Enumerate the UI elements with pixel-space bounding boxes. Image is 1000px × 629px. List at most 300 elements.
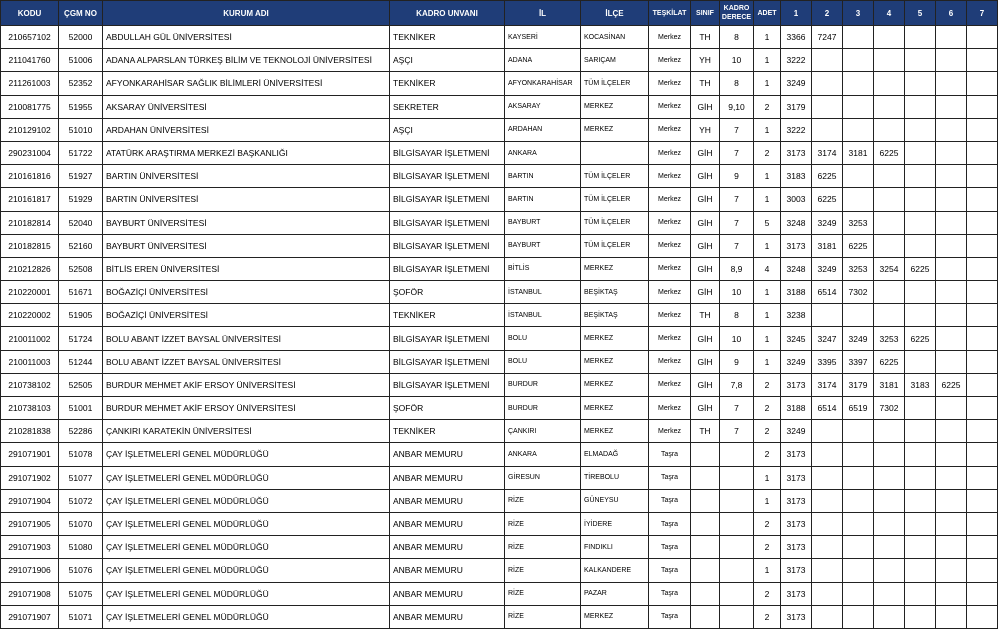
cgm-no-cell: 51070: [59, 512, 103, 535]
kadro-derece-cell: [720, 582, 754, 605]
header-teskilat: TEŞKİLAT: [649, 1, 691, 26]
kodu-cell: 210161817: [1, 188, 59, 211]
cgm-no-cell: 51078: [59, 443, 103, 466]
code-5-cell: [905, 26, 936, 49]
table-row: [1, 466, 998, 489]
kadro-derece-cell: 7: [720, 211, 754, 234]
il-cell: BİTLİS: [505, 257, 581, 280]
kurum-adi-cell: BOLU ABANT İZZET BAYSAL ÜNİVERSİTESİ: [103, 327, 390, 350]
cgm-no-cell: 52040: [59, 211, 103, 234]
table-row: [1, 72, 998, 95]
kadro-derece-cell: [720, 559, 754, 582]
sinif-cell: GİH: [691, 141, 720, 164]
adet-cell: 1: [754, 559, 781, 582]
code-5-cell: [905, 466, 936, 489]
sinif-cell: [691, 605, 720, 628]
code-2-cell: 6225: [812, 188, 843, 211]
code-5-cell: [905, 397, 936, 420]
ilce-cell: TÜM İLÇELER: [581, 72, 649, 95]
kadro-derece-cell: 8: [720, 26, 754, 49]
kadro-unvani-cell: ANBAR MEMURU: [390, 489, 505, 512]
kadro-unvani-cell: ANBAR MEMURU: [390, 536, 505, 559]
table-row: [1, 327, 998, 350]
code-2-cell: 3395: [812, 350, 843, 373]
kadro-unvani-cell: ANBAR MEMURU: [390, 559, 505, 582]
kodu-cell: 210129102: [1, 118, 59, 141]
kadro-unvani-cell: ANBAR MEMURU: [390, 582, 505, 605]
adet-cell: 1: [754, 26, 781, 49]
code-1-cell: 3248: [781, 257, 812, 280]
sinif-cell: GİH: [691, 327, 720, 350]
code-7-cell: [967, 26, 998, 49]
header-sinif: SINIF: [691, 1, 720, 26]
cgm-no-cell: 51671: [59, 281, 103, 304]
code-7-cell: [967, 188, 998, 211]
code-6-cell: [936, 559, 967, 582]
kurum-adi-cell: BAYBURT ÜNİVERSİTESİ: [103, 234, 390, 257]
il-cell: BURDUR: [505, 397, 581, 420]
table-row: [1, 95, 998, 118]
kodu-cell: 210011002: [1, 327, 59, 350]
il-cell: BARTIN: [505, 188, 581, 211]
teskilat-cell: Taşra: [649, 559, 691, 582]
table-row: [1, 443, 998, 466]
code-7-cell: [967, 72, 998, 95]
kadro-derece-cell: 10: [720, 327, 754, 350]
code-3-cell: [843, 118, 874, 141]
cgm-no-cell: 51072: [59, 489, 103, 512]
kurum-adi-cell: ÇAY İŞLETMELERİ GENEL MÜDÜRLÜĞÜ: [103, 512, 390, 535]
code-6-cell: [936, 26, 967, 49]
kadro-derece-cell: [720, 466, 754, 489]
il-cell: BOLU: [505, 350, 581, 373]
adet-cell: 1: [754, 350, 781, 373]
ilce-cell: MERKEZ: [581, 397, 649, 420]
code-4-cell: [874, 420, 905, 443]
adet-cell: 1: [754, 281, 781, 304]
kurum-adi-cell: ÇAY İŞLETMELERİ GENEL MÜDÜRLÜĞÜ: [103, 582, 390, 605]
code-6-cell: [936, 234, 967, 257]
code-7-cell: [967, 420, 998, 443]
table-row: [1, 559, 998, 582]
code-6-cell: [936, 397, 967, 420]
teskilat-cell: Merkez: [649, 141, 691, 164]
code-1-cell: 3249: [781, 420, 812, 443]
adet-cell: 2: [754, 536, 781, 559]
code-2-cell: [812, 304, 843, 327]
table-row: [1, 512, 998, 535]
code-4-cell: [874, 118, 905, 141]
code-2-cell: 3249: [812, 257, 843, 280]
ilce-cell: MERKEZ: [581, 605, 649, 628]
code-5-cell: [905, 281, 936, 304]
code-1-cell: 3222: [781, 49, 812, 72]
il-cell: ADANA: [505, 49, 581, 72]
teskilat-cell: Merkez: [649, 327, 691, 350]
table-row: [1, 141, 998, 164]
code-1-cell: 3366: [781, 26, 812, 49]
adet-cell: 2: [754, 420, 781, 443]
code-7-cell: [967, 49, 998, 72]
code-6-cell: [936, 466, 967, 489]
sinif-cell: YH: [691, 118, 720, 141]
code-3-cell: [843, 443, 874, 466]
sinif-cell: GİH: [691, 188, 720, 211]
kadro-unvani-cell: BİLGİSAYAR İŞLETMENİ: [390, 165, 505, 188]
code-2-cell: 3247: [812, 327, 843, 350]
table-row: [1, 536, 998, 559]
kadro-derece-cell: [720, 536, 754, 559]
ilce-cell: TÜM İLÇELER: [581, 234, 649, 257]
kadro-unvani-cell: ŞOFÖR: [390, 397, 505, 420]
table-row: [1, 49, 998, 72]
adet-cell: 1: [754, 234, 781, 257]
kadro-unvani-cell: SEKRETER: [390, 95, 505, 118]
ilce-cell: PAZAR: [581, 582, 649, 605]
code-1-cell: 3179: [781, 95, 812, 118]
kurum-adi-cell: ADANA ALPARSLAN TÜRKEŞ BİLİM VE TEKNOLOJİ ÜNİVERSİTESİ: [103, 49, 390, 72]
header-col-2: 2: [812, 1, 843, 26]
table-row: [1, 188, 998, 211]
teskilat-cell: Taşra: [649, 512, 691, 535]
adet-cell: 1: [754, 327, 781, 350]
kadro-derece-cell: 8: [720, 304, 754, 327]
teskilat-cell: Taşra: [649, 466, 691, 489]
cgm-no-cell: 51075: [59, 582, 103, 605]
code-6-cell: [936, 304, 967, 327]
code-4-cell: [874, 165, 905, 188]
table-row: [1, 281, 998, 304]
table-row: [1, 304, 998, 327]
code-6-cell: [936, 605, 967, 628]
kadro-derece-cell: 7: [720, 188, 754, 211]
kodu-cell: 291071904: [1, 489, 59, 512]
il-cell: BAYBURT: [505, 211, 581, 234]
table-row: [1, 211, 998, 234]
il-cell: BOLU: [505, 327, 581, 350]
code-7-cell: [967, 443, 998, 466]
code-1-cell: 3173: [781, 373, 812, 396]
code-4-cell: 3181: [874, 373, 905, 396]
kurum-adi-cell: ABDULLAH GÜL ÜNİVERSİTESİ: [103, 26, 390, 49]
code-5-cell: [905, 350, 936, 373]
cgm-no-cell: 51006: [59, 49, 103, 72]
il-cell: AFYONKARAHİSAR: [505, 72, 581, 95]
kodu-cell: 210738103: [1, 397, 59, 420]
cgm-no-cell: 51927: [59, 165, 103, 188]
il-cell: ANKARA: [505, 443, 581, 466]
kadro-unvani-cell: AŞÇI: [390, 49, 505, 72]
kurum-adi-cell: ARDAHAN ÜNİVERSİTESİ: [103, 118, 390, 141]
sinif-cell: GİH: [691, 234, 720, 257]
cgm-no-cell: 52352: [59, 72, 103, 95]
kodu-cell: 210220002: [1, 304, 59, 327]
kadro-unvani-cell: BİLGİSAYAR İŞLETMENİ: [390, 211, 505, 234]
code-5-cell: [905, 165, 936, 188]
header-kadro-unvani: KADRO UNVANI: [390, 1, 505, 26]
code-2-cell: [812, 118, 843, 141]
code-7-cell: [967, 605, 998, 628]
code-4-cell: [874, 605, 905, 628]
ilce-cell: ELMADAĞ: [581, 443, 649, 466]
adet-cell: 2: [754, 512, 781, 535]
kodu-cell: 210281838: [1, 420, 59, 443]
code-7-cell: [967, 141, 998, 164]
teskilat-cell: Merkez: [649, 49, 691, 72]
teskilat-cell: Merkez: [649, 281, 691, 304]
code-5-cell: [905, 443, 936, 466]
code-5-cell: [905, 118, 936, 141]
adet-cell: 2: [754, 141, 781, 164]
kadro-unvani-cell: TEKNİKER: [390, 26, 505, 49]
kadro-derece-cell: 7: [720, 397, 754, 420]
table-row: [1, 397, 998, 420]
sinif-cell: [691, 443, 720, 466]
sinif-cell: GİH: [691, 165, 720, 188]
sinif-cell: [691, 559, 720, 582]
sinif-cell: [691, 512, 720, 535]
code-3-cell: 3249: [843, 327, 874, 350]
header-col-1: 1: [781, 1, 812, 26]
table-row: [1, 26, 998, 49]
code-3-cell: 3253: [843, 257, 874, 280]
code-3-cell: [843, 420, 874, 443]
adet-cell: 1: [754, 466, 781, 489]
kurum-adi-cell: ÇAY İŞLETMELERİ GENEL MÜDÜRLÜĞÜ: [103, 489, 390, 512]
code-7-cell: [967, 512, 998, 535]
code-1-cell: 3222: [781, 118, 812, 141]
code-4-cell: [874, 72, 905, 95]
cgm-no-cell: 51076: [59, 559, 103, 582]
ilce-cell: TÜM İLÇELER: [581, 211, 649, 234]
code-5-cell: [905, 72, 936, 95]
kadro-unvani-cell: ANBAR MEMURU: [390, 443, 505, 466]
kodu-cell: 291071908: [1, 582, 59, 605]
table-row: [1, 582, 998, 605]
kurum-adi-cell: ÇAY İŞLETMELERİ GENEL MÜDÜRLÜĞÜ: [103, 605, 390, 628]
code-7-cell: [967, 304, 998, 327]
code-2-cell: [812, 489, 843, 512]
adet-cell: 4: [754, 257, 781, 280]
kadro-unvani-cell: ANBAR MEMURU: [390, 512, 505, 535]
code-1-cell: 3173: [781, 512, 812, 535]
code-1-cell: 3248: [781, 211, 812, 234]
cgm-no-cell: 51929: [59, 188, 103, 211]
code-4-cell: [874, 536, 905, 559]
header-col-3: 3: [843, 1, 874, 26]
code-5-cell: [905, 304, 936, 327]
table-row: [1, 350, 998, 373]
code-3-cell: 3253: [843, 211, 874, 234]
il-cell: ANKARA: [505, 141, 581, 164]
kadro-derece-cell: 9: [720, 350, 754, 373]
sinif-cell: GİH: [691, 373, 720, 396]
code-1-cell: 3173: [781, 559, 812, 582]
code-5-cell: [905, 234, 936, 257]
cgm-no-cell: 52286: [59, 420, 103, 443]
kadro-derece-cell: 7: [720, 420, 754, 443]
kodu-cell: 291071906: [1, 559, 59, 582]
ilce-cell: BEŞİKTAŞ: [581, 281, 649, 304]
adet-cell: 2: [754, 95, 781, 118]
header-kadro-derece: KADRO DERECE: [720, 1, 754, 26]
kurum-adi-cell: BİTLİS EREN ÜNİVERSİTESİ: [103, 257, 390, 280]
cgm-no-cell: 52508: [59, 257, 103, 280]
code-1-cell: 3173: [781, 536, 812, 559]
code-4-cell: [874, 211, 905, 234]
kadro-unvani-cell: BİLGİSAYAR İŞLETMENİ: [390, 188, 505, 211]
kadro-unvani-cell: ŞOFÖR: [390, 281, 505, 304]
kurum-adi-cell: ÇAY İŞLETMELERİ GENEL MÜDÜRLÜĞÜ: [103, 536, 390, 559]
code-4-cell: 6225: [874, 350, 905, 373]
header-kodu: KODU: [1, 1, 59, 26]
code-1-cell: 3249: [781, 350, 812, 373]
kodu-cell: 210081775: [1, 95, 59, 118]
kodu-cell: 210657102: [1, 26, 59, 49]
code-6-cell: [936, 327, 967, 350]
kadro-derece-cell: 8,9: [720, 257, 754, 280]
code-3-cell: [843, 605, 874, 628]
code-6-cell: [936, 420, 967, 443]
ilce-cell: MERKEZ: [581, 327, 649, 350]
code-6-cell: [936, 211, 967, 234]
adet-cell: 2: [754, 443, 781, 466]
code-2-cell: [812, 95, 843, 118]
code-6-cell: [936, 536, 967, 559]
ilce-cell: MERKEZ: [581, 373, 649, 396]
code-7-cell: [967, 489, 998, 512]
code-4-cell: [874, 466, 905, 489]
code-2-cell: [812, 466, 843, 489]
kadro-unvani-cell: BİLGİSAYAR İŞLETMENİ: [390, 327, 505, 350]
il-cell: ÇANKIRI: [505, 420, 581, 443]
adet-cell: 2: [754, 373, 781, 396]
teskilat-cell: Merkez: [649, 26, 691, 49]
il-cell: BURDUR: [505, 373, 581, 396]
code-2-cell: [812, 559, 843, 582]
code-6-cell: [936, 141, 967, 164]
kadro-derece-cell: 7: [720, 118, 754, 141]
kodu-cell: 210011003: [1, 350, 59, 373]
code-6-cell: [936, 118, 967, 141]
code-3-cell: 3181: [843, 141, 874, 164]
table-row: [1, 118, 998, 141]
ilce-cell: MERKEZ: [581, 420, 649, 443]
code-3-cell: 3397: [843, 350, 874, 373]
code-4-cell: 3254: [874, 257, 905, 280]
il-cell: RİZE: [505, 489, 581, 512]
code-1-cell: 3173: [781, 141, 812, 164]
sinif-cell: [691, 582, 720, 605]
code-6-cell: [936, 281, 967, 304]
kadro-unvani-cell: BİLGİSAYAR İŞLETMENİ: [390, 234, 505, 257]
adet-cell: 1: [754, 49, 781, 72]
kadro-unvani-cell: AŞÇI: [390, 118, 505, 141]
code-2-cell: [812, 605, 843, 628]
kadro-unvani-cell: BİLGİSAYAR İŞLETMENİ: [390, 257, 505, 280]
adet-cell: 1: [754, 72, 781, 95]
table-body: [1, 26, 998, 629]
kodu-cell: 211261003: [1, 72, 59, 95]
ilce-cell: BEŞİKTAŞ: [581, 304, 649, 327]
sinif-cell: TH: [691, 72, 720, 95]
code-4-cell: 7302: [874, 397, 905, 420]
code-6-cell: [936, 257, 967, 280]
code-6-cell: [936, 512, 967, 535]
kadro-unvani-cell: BİLGİSAYAR İŞLETMENİ: [390, 373, 505, 396]
code-3-cell: [843, 304, 874, 327]
sinif-cell: GİH: [691, 281, 720, 304]
ilce-cell: MERKEZ: [581, 257, 649, 280]
sinif-cell: GİH: [691, 350, 720, 373]
code-1-cell: 3188: [781, 281, 812, 304]
sinif-cell: TH: [691, 420, 720, 443]
kodu-cell: 291071905: [1, 512, 59, 535]
code-1-cell: 3183: [781, 165, 812, 188]
ilce-cell: SARIÇAM: [581, 49, 649, 72]
code-3-cell: [843, 188, 874, 211]
kadro-unvani-cell: ANBAR MEMURU: [390, 466, 505, 489]
cgm-no-cell: 51001: [59, 397, 103, 420]
kodu-cell: 210220001: [1, 281, 59, 304]
code-3-cell: 7302: [843, 281, 874, 304]
sinif-cell: YH: [691, 49, 720, 72]
kodu-cell: 291071902: [1, 466, 59, 489]
ilce-cell: KOCASİNAN: [581, 26, 649, 49]
code-3-cell: [843, 536, 874, 559]
kadro-derece-cell: [720, 489, 754, 512]
cgm-no-cell: 51955: [59, 95, 103, 118]
code-7-cell: [967, 327, 998, 350]
adet-cell: 1: [754, 188, 781, 211]
ilce-cell: KALKANDERE: [581, 559, 649, 582]
kadro-unvani-cell: TEKNİKER: [390, 304, 505, 327]
kodu-cell: 210182815: [1, 234, 59, 257]
code-7-cell: [967, 118, 998, 141]
code-2-cell: [812, 536, 843, 559]
code-3-cell: [843, 512, 874, 535]
kadro-derece-cell: [720, 605, 754, 628]
kodu-cell: 210182814: [1, 211, 59, 234]
il-cell: ARDAHAN: [505, 118, 581, 141]
sinif-cell: [691, 489, 720, 512]
kodu-cell: 211041760: [1, 49, 59, 72]
code-5-cell: 3183: [905, 373, 936, 396]
code-5-cell: [905, 582, 936, 605]
code-2-cell: [812, 49, 843, 72]
kurum-adi-cell: ÇAY İŞLETMELERİ GENEL MÜDÜRLÜĞÜ: [103, 466, 390, 489]
kodu-cell: 210212826: [1, 257, 59, 280]
code-3-cell: [843, 165, 874, 188]
il-cell: RİZE: [505, 536, 581, 559]
teskilat-cell: Merkez: [649, 188, 691, 211]
cgm-no-cell: 51010: [59, 118, 103, 141]
code-2-cell: 3174: [812, 141, 843, 164]
code-2-cell: 3181: [812, 234, 843, 257]
kurum-adi-cell: AFYONKARAHİSAR SAĞLIK BİLİMLERİ ÜNİVERSİTESİ: [103, 72, 390, 95]
il-cell: RİZE: [505, 605, 581, 628]
kadro-derece-cell: 10: [720, 281, 754, 304]
header-col-7: 7: [967, 1, 998, 26]
kurum-adi-cell: AKSARAY ÜNİVERSİTESİ: [103, 95, 390, 118]
code-1-cell: 3003: [781, 188, 812, 211]
kurum-adi-cell: BURDUR MEHMET AKİF ERSOY ÜNİVERSİTESİ: [103, 373, 390, 396]
header-col-6: 6: [936, 1, 967, 26]
kadro-derece-cell: [720, 512, 754, 535]
ilce-cell: TİREBOLU: [581, 466, 649, 489]
kurum-adi-cell: BARTIN ÜNİVERSİTESİ: [103, 188, 390, 211]
il-cell: KAYSERİ: [505, 26, 581, 49]
